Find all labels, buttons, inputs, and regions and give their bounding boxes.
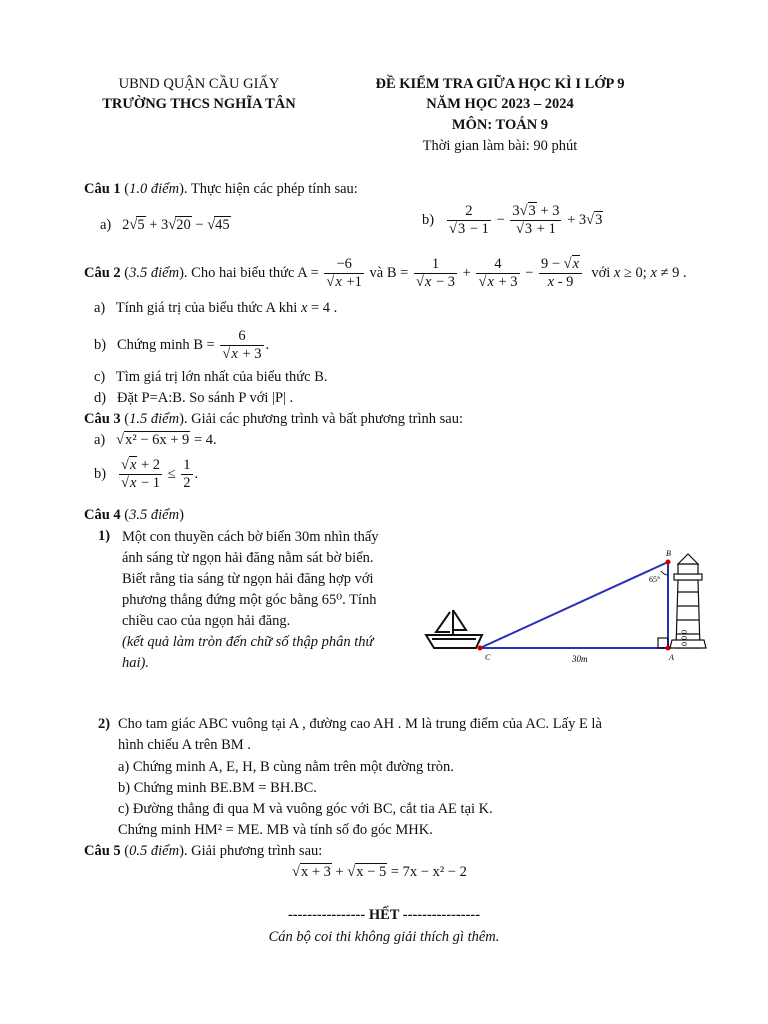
exam-time: Thời gian làm bài: 90 phút xyxy=(422,138,578,154)
school-name: TRƯỜNG THCS NGHĨA TÂN xyxy=(102,96,296,112)
boat-icon xyxy=(426,610,482,648)
q2a: a) Tính giá trị của biểu thức A khi x = 4 . xyxy=(94,300,338,316)
q4-p2-number: 2) xyxy=(98,716,111,732)
distance-label: 30m xyxy=(572,654,588,664)
q4-p2-line1: Cho tam giác ABC vuông tại A , đường cao AH . M là trung điểm của AC. Lấy E là xyxy=(118,716,602,732)
q4-p1-note: (kết quả làm tròn đến chữ số thập phân thứ hai). xyxy=(122,634,374,671)
q3b: b) $\frac{√x + 2}{√x - 1}$ ≤ $\frac{1}{2}$ . xyxy=(94,457,199,491)
end-marker: ---------------- HẾT ---------------- xyxy=(287,907,481,923)
q4-heading: Câu 4 (3.5 điểm) xyxy=(84,507,184,523)
angle-label: 65° xyxy=(649,575,661,584)
lighthouse-figure xyxy=(420,540,720,670)
label-c: C xyxy=(485,653,491,662)
subject: MÔN: TOÁN 9 xyxy=(451,117,549,133)
q2c: c) Tìm giá trị lớn nhất của biểu thức B. xyxy=(94,369,328,385)
label-b: B xyxy=(666,549,671,558)
q1-label: Câu 1 xyxy=(84,181,121,197)
angle-arc xyxy=(661,571,668,575)
proctor-note: Cán bộ coi thi không giải thích gì thêm. xyxy=(268,929,500,945)
point-b xyxy=(666,560,671,565)
q4-p2-line2: hình chiếu A trên BM . xyxy=(118,737,251,753)
q1-heading: Câu 1 (1.0 điểm). Thực hiện các phép tính sau: xyxy=(84,181,358,197)
q2b: b) Chứng minh B = $\frac{6}{√x + 3}$ . xyxy=(94,328,270,362)
q1b: b) $\frac{2}{√3 - 1}$ − $\frac{3√3 + 3}{√3 + 1}$ + 3√3 xyxy=(422,203,603,237)
lighthouse-digits: 0 0 0 xyxy=(679,630,689,646)
point-c xyxy=(478,646,483,651)
q3-heading: Câu 3 (1.5 điểm). Giải các phương trình và bất phương trình sau: xyxy=(84,411,464,427)
q4-p2-b: b) Chứng minh BE.BM = BH.BC. xyxy=(118,780,317,796)
q4-p2-c: c) Đường thẳng đi qua M và vuông góc với BC, cắt tia AE tại K. xyxy=(118,801,493,817)
q3a: a) √x² − 6x + 9 = 4. xyxy=(94,432,217,448)
label-a: A xyxy=(669,653,674,662)
q2d: d) Đặt P=A:B. So sánh P với |P| . xyxy=(94,390,294,406)
q4-p1-number: 1) xyxy=(98,528,111,544)
q5-equation: √x + 3 + √x − 5 = 7x − x² − 2 xyxy=(292,864,467,880)
school-year: NĂM HỌC 2023 – 2024 xyxy=(426,96,574,112)
q4-p1-text: Một con thuyền cách bờ biển 30m nhìn thấy ánh sáng từ ngọn hải đăng nằm sát bờ biển. Biết rằng tia sáng từ ngọn hải đăng hợp với phương thẳng đứng một góc bằng 65⁰. Tính chiều cao của ngọn hải đăng. (kết quả làm tròn đến chữ số thập phân thứ hai). xyxy=(122,527,392,674)
q1-prompt: . Thực hiện các phép tính sau: xyxy=(183,181,358,197)
q4-p2-c2: Chứng minh HM² = ME. MB và tính số đo góc MHK. xyxy=(118,822,433,838)
light-ray-cb xyxy=(480,562,668,648)
q1a: a) 2√5 + 3√20 − √45 xyxy=(100,217,230,233)
q2-heading: Câu 2 (3.5 điểm). Cho hai biểu thức A = $\frac{-6}{√x +1}$ và B = $\frac{1}{√x - 3}$ + $\frac{4}{√x + 3}$ − $\frac{9 - √x}{x - 9}$ với x ≥ 0; x ≠ 9 . xyxy=(84,256,687,290)
q5-heading: Câu 5 (0.5 điểm). Giải phương trình sau: xyxy=(84,843,323,859)
district-name: UBND QUẬN CẦU GIẤY xyxy=(118,76,280,92)
q1-points: 1.0 điểm xyxy=(129,181,180,197)
exam-title: ĐỀ KIỂM TRA GIỮA HỌC KÌ I LỚP 9 xyxy=(375,76,625,92)
q4-p2-a: a) Chứng minh A, E, H, B cùng nằm trên một đường tròn. xyxy=(118,759,454,775)
